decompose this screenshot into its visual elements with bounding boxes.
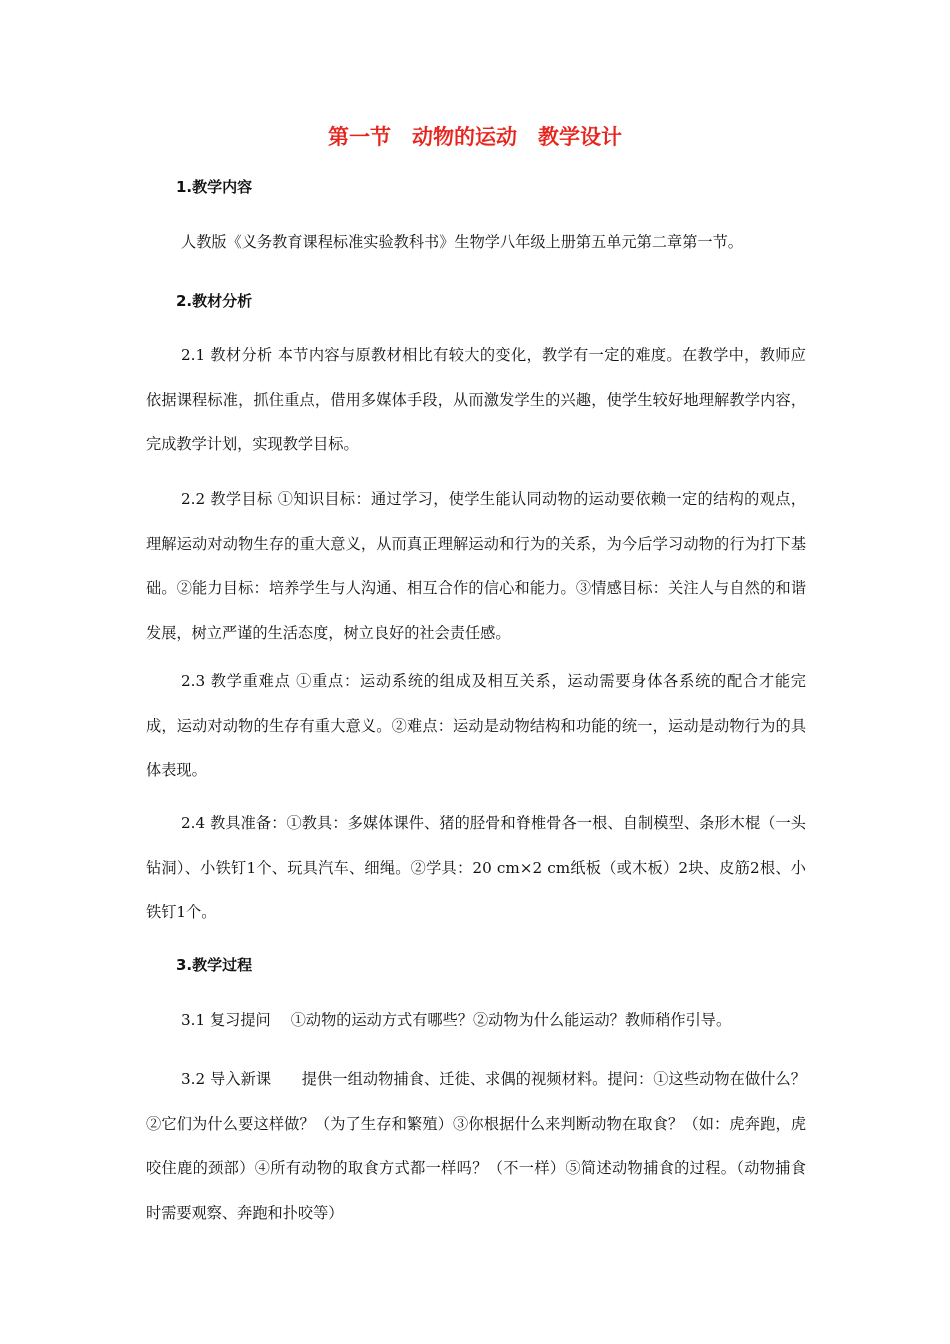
paragraph-3-1-review: 3.1 复习提问 ①动物的运动方式有哪些？②动物为什么能运动？教师稍作引导。 — [181, 1011, 732, 1029]
section-heading-teaching-process: 3.教学过程 — [176, 956, 253, 974]
paragraph-2-1-analysis: 2.1 教材分析 本节内容与原教材相比有较大的变化，教学有一定的难度。在教学中，教师应依据课程标准，抓住重点，借用多媒体手段，从而激发学生的兴趣，使学生较好地理解教学内容，完成教学计划，实现教学目标。 — [146, 346, 806, 453]
section-heading-material-analysis: 2.教材分析 — [176, 292, 253, 310]
paragraph-teaching-content: 人教版《义务教育课程标准实验教科书》生物学八年级上册第五单元第二章第一节。 — [181, 233, 743, 251]
paragraph-2-3-key-points: 2.3 教学重难点 ①重点：运动系统的组成及相互关系，运动需要身体各系统的配合才能完成，运动对动物的生存有重大意义。②难点：运动是动物结构和功能的统一，运动是动物行为的具体表现。 — [146, 672, 806, 779]
paragraph-2-2-objectives: 2.2 教学目标 ①知识目标：通过学习，使学生能认同动物的运动要依赖一定的结构的观点，理解运动对动物生存的重大意义，从而真正理解运动和行为的关系，为今后学习动物的行为打下基础。②能力目标：培养学生与人沟通、相互合作的信心和能力。③情感目标：关注人与自然的和谐发展，树立严谨的生活态度，树立良好的社会责任感。 — [146, 490, 806, 642]
section-heading-teaching-content: 1.教学内容 — [176, 178, 253, 196]
paragraph-3-2-introduction: 3.2 导入新课 提供一组动物捕食、迁徙、求偶的视频材料。提问：①这些动物在做什么？②它们为什么要这样做？（为了生存和繁殖）③你根据什么来判断动物在取食？（如：虎奔跑，虎咬住鹿的颈部）④所有动物的取食方式都一样吗？（不一样）⑤简述动物捕食的过程。（动物捕食时需要观察、奔跑和扑咬等） — [146, 1070, 806, 1222]
page-title: 第一节 动物的运动 教学设计 — [328, 125, 622, 149]
paragraph-2-4-teaching-aids: 2.4 教具准备：①教具：多媒体课件、猪的胫骨和脊椎骨各一根、自制模型、条形木棍（一头钻洞）、小铁钉1个、玩具汽车、细绳。②学具：20 cm×2 cm纸板（或木板）2块、皮筋2根、小铁钉1个。 — [146, 814, 806, 921]
